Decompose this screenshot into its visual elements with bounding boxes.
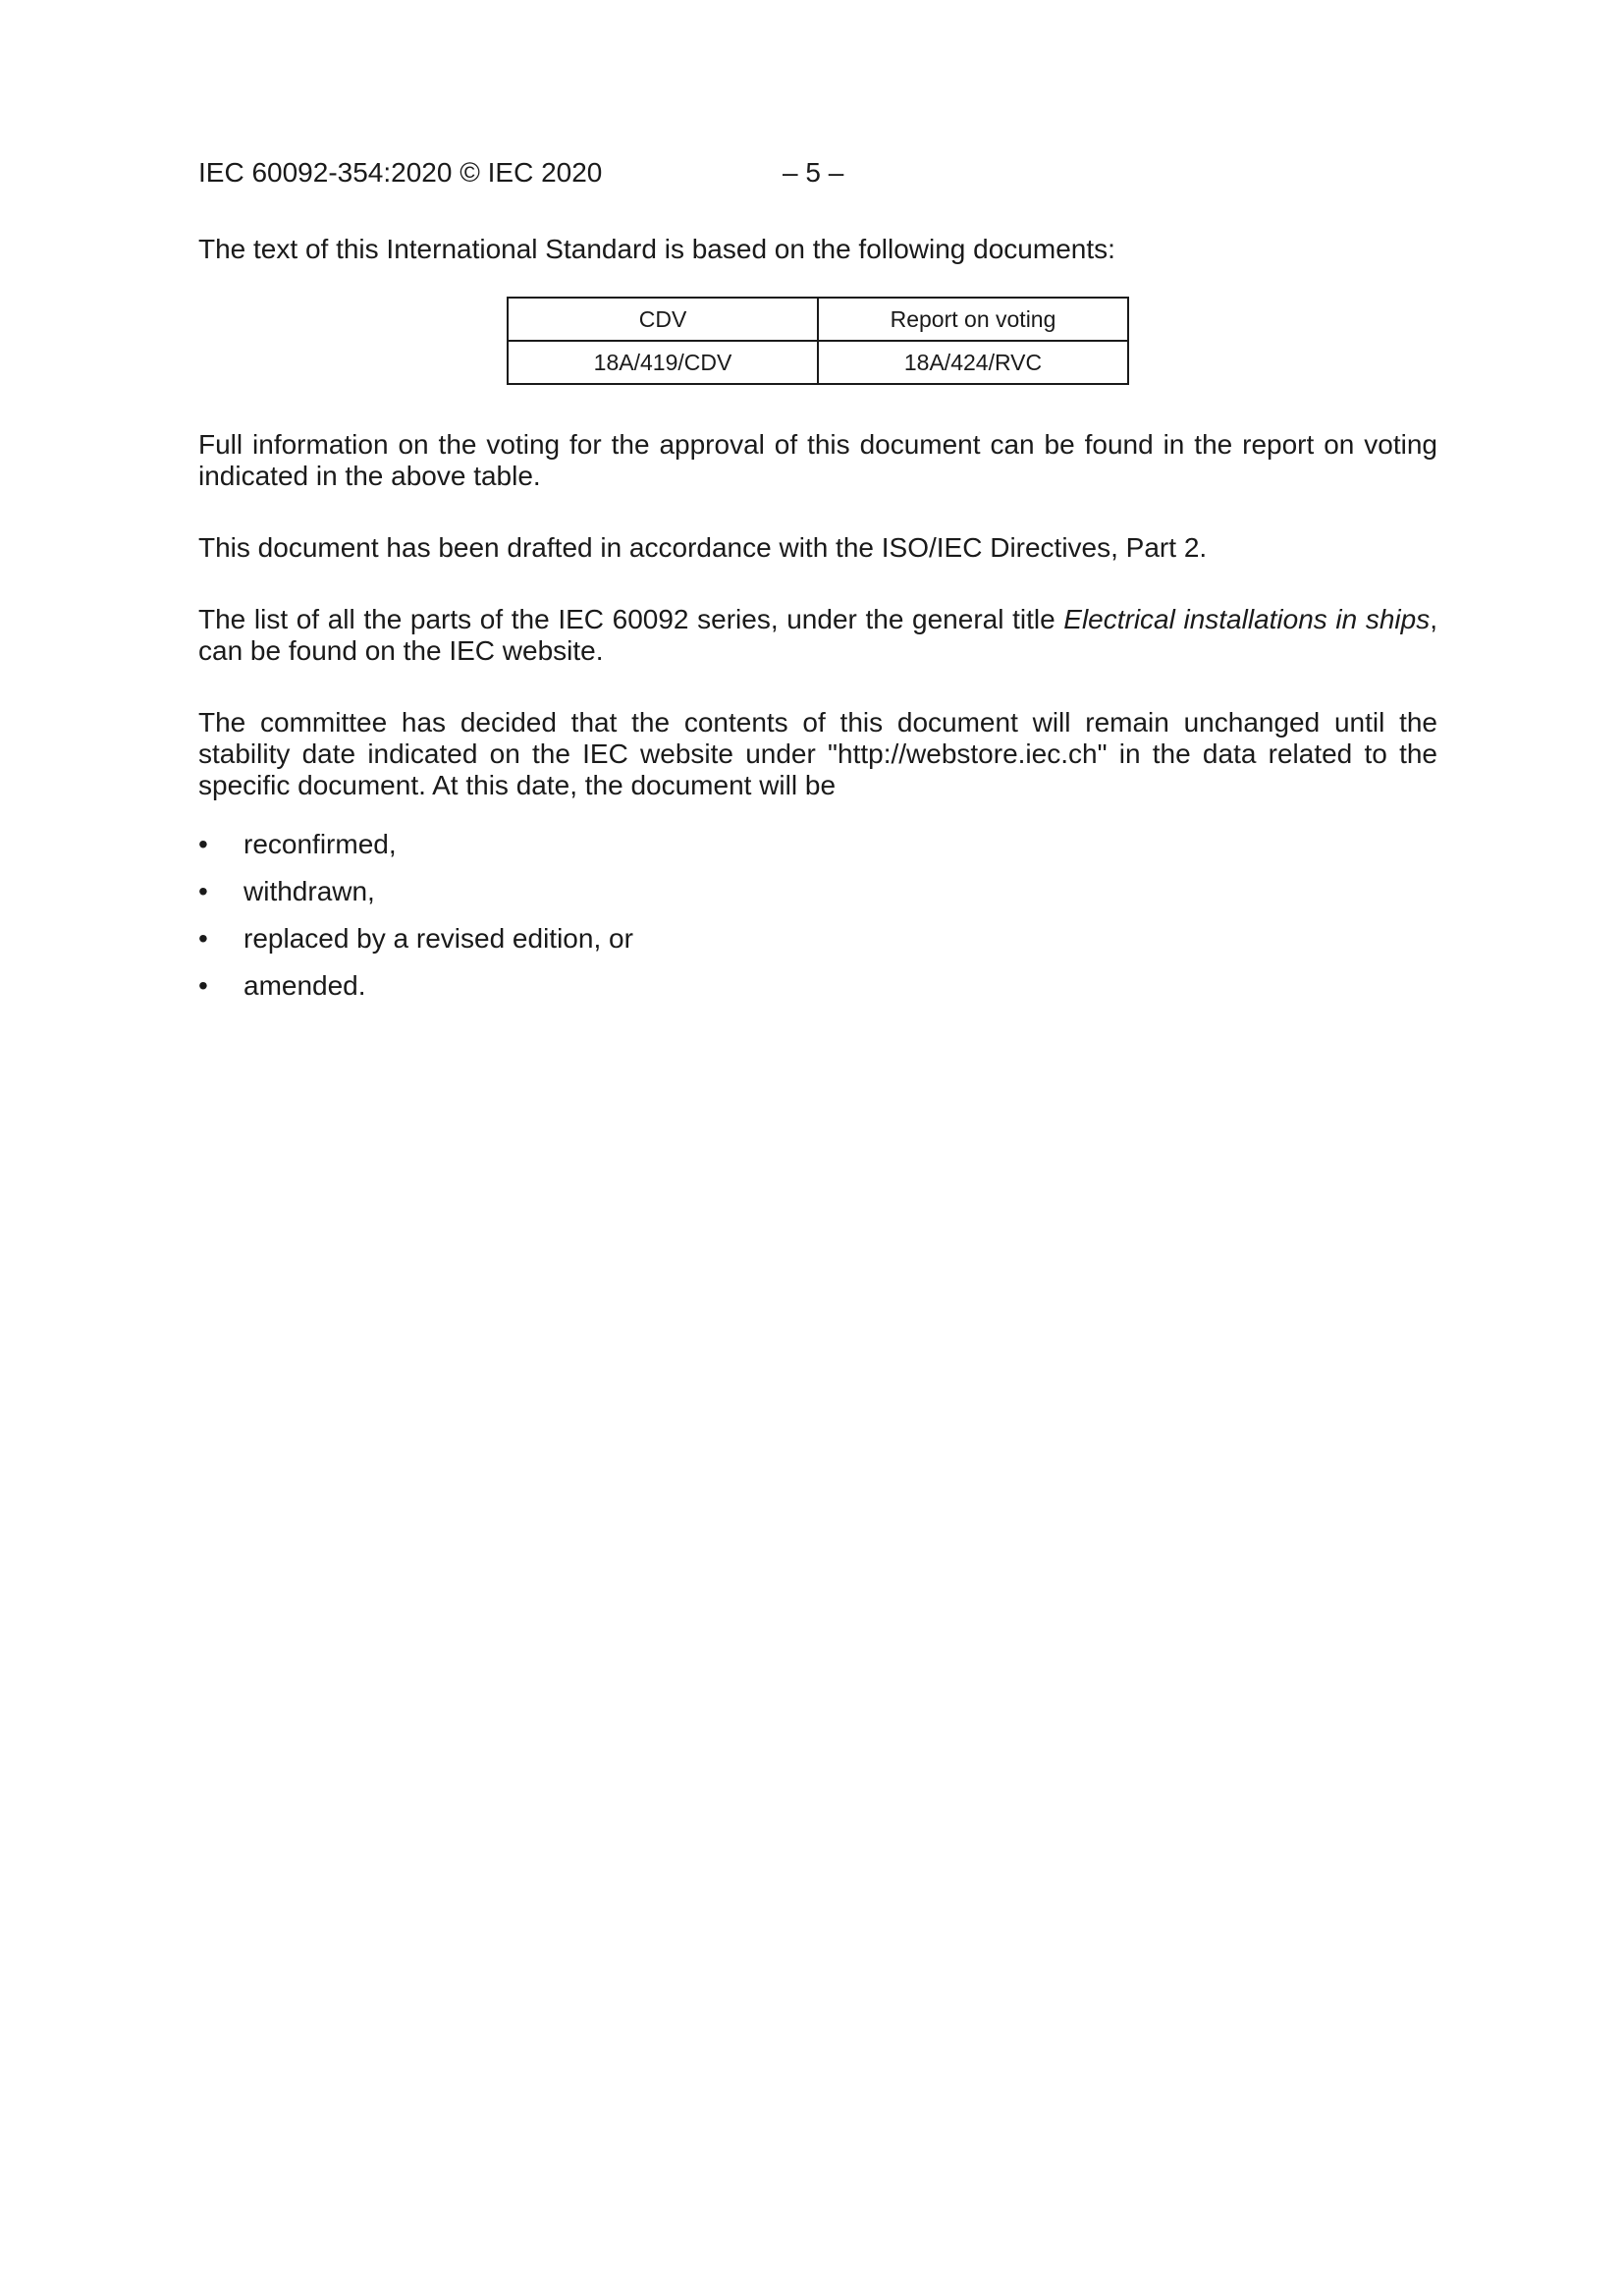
list-item-text: reconfirmed, [243, 829, 397, 859]
table-row [508, 341, 1128, 384]
document-reference: IEC 60092-354:2020 © IEC 2020 [198, 157, 603, 188]
documents-table [507, 297, 1129, 385]
list-item [198, 876, 1437, 923]
list-item-text: replaced by a revised edition, or [243, 923, 633, 954]
list-item-text: withdrawn, [243, 876, 375, 906]
page-number: – 5 – [783, 157, 844, 188]
column-header-cdv: CDV [508, 298, 818, 341]
outcomes-list [198, 829, 1437, 1017]
intro-paragraph: The text of this International Standard is based on the following documents: [198, 234, 1115, 264]
series-text-start: The list of all the parts of the IEC 60092 series, under the general title [198, 604, 1064, 634]
list-item [198, 970, 1437, 1017]
table-header-row [508, 298, 1128, 341]
list-item-text: amended. [243, 970, 366, 1001]
bullet-icon: • [198, 970, 208, 1001]
column-header-report-on-voting: Report on voting [818, 298, 1128, 341]
drafting-paragraph: This document has been drafted in accordance with the ISO/IEC Directives, Part 2. [198, 532, 1208, 563]
page-header [198, 157, 1437, 196]
table-cell-cdv: 18A/419/CDV [508, 341, 818, 384]
series-text-end: , can be found on the IEC website. [198, 604, 1437, 666]
list-item [198, 829, 1437, 876]
stability-paragraph: The committee has decided that the contents of this document will remain unchanged until the stability date indicated on the IEC website under "http://webstore.iec.ch" in the data related to the specific document. At this date, the document will be [198, 707, 1437, 800]
table-cell-rvc: 18A/424/RVC [818, 341, 1128, 384]
series-paragraph [198, 604, 1437, 667]
bullet-icon: • [198, 829, 208, 859]
series-general-title: Electrical installations in ships [1063, 604, 1431, 634]
page-body [198, 234, 1437, 1017]
bullet-icon: • [198, 876, 208, 906]
voting-info-paragraph: Full information on the voting for the approval of this document can be found in the report on voting indicated in the above table. [198, 429, 1437, 491]
list-item [198, 923, 1437, 970]
bullet-icon: • [198, 923, 208, 954]
